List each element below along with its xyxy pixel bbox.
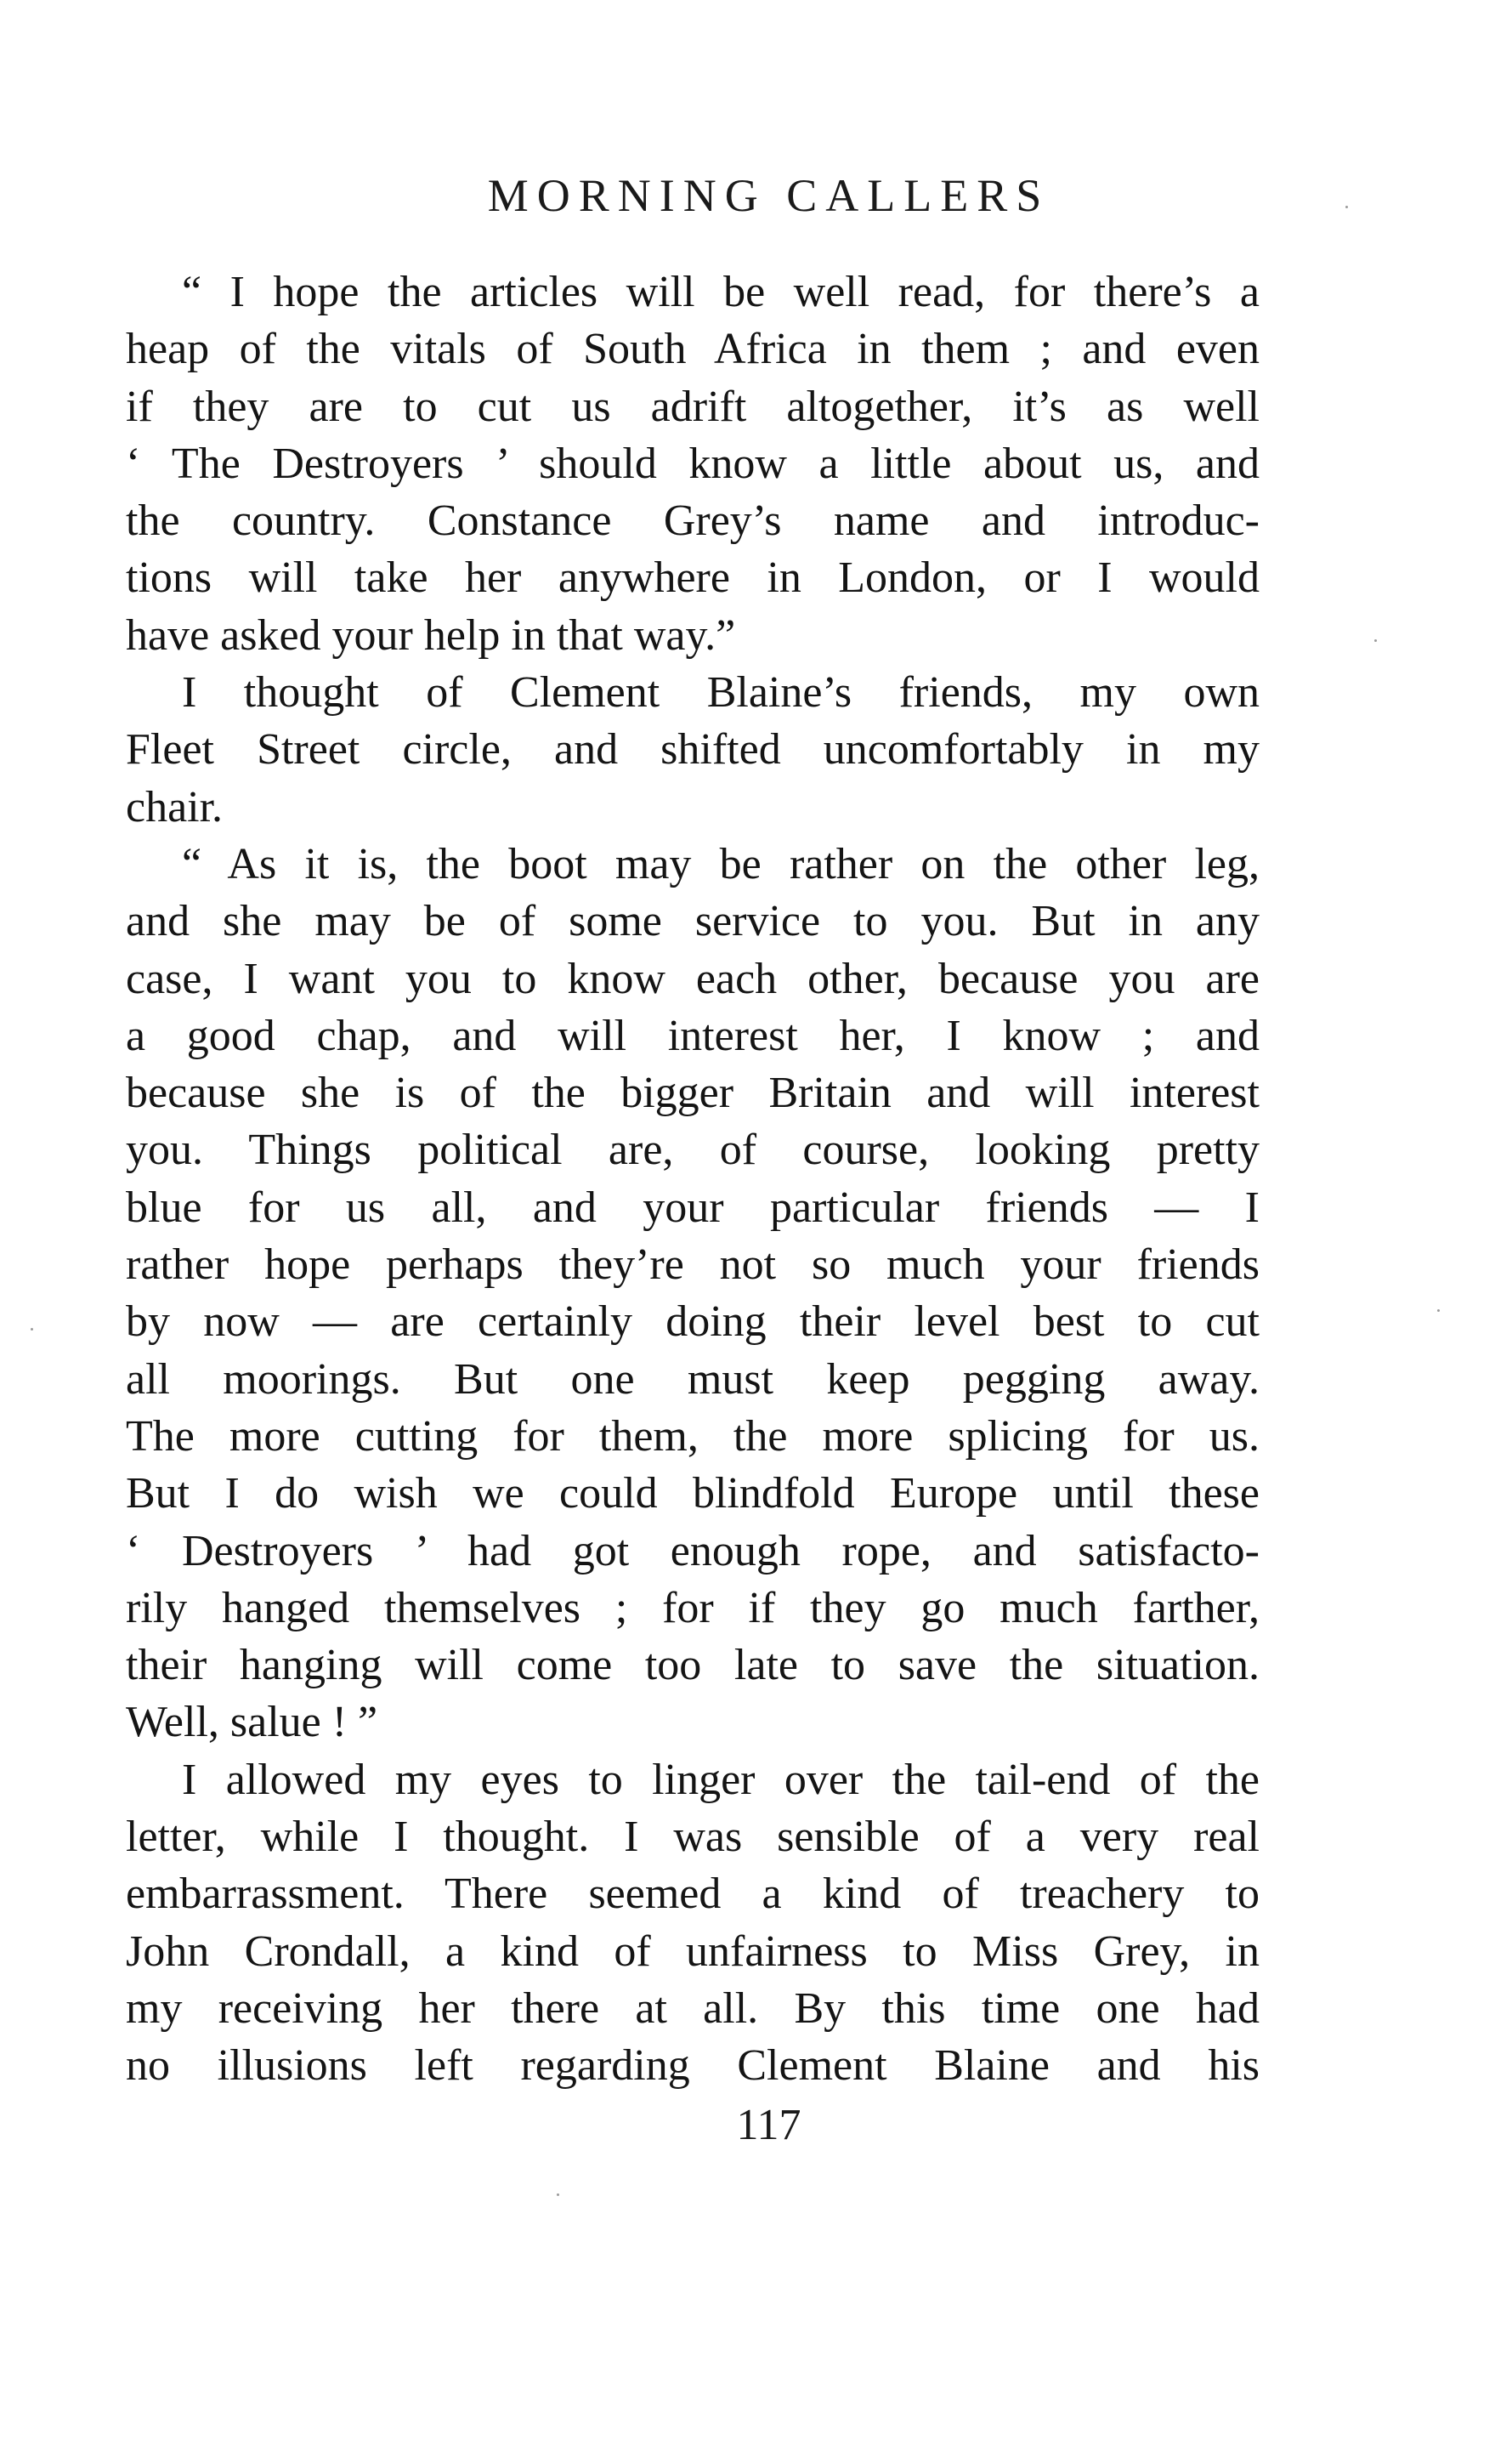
text-line: blue for us all, and your particular friends — I	[126, 1183, 1260, 1232]
body-text	[126, 264, 1260, 2095]
text-line: Fleet Street circle, and shifted uncomfortably in my	[126, 725, 1260, 775]
running-head: MORNING CALLERS	[487, 170, 1050, 221]
text-line: all moorings. But one must keep pegging away.	[126, 1354, 1260, 1404]
text-line: have asked your help in that way.”	[126, 610, 736, 660]
text-line: no illusions left regarding Clement Blaine and his	[126, 2041, 1260, 2091]
text-line: by now — are certainly doing their level best to cut	[126, 1297, 1260, 1347]
text-line: Well, salue ! ”	[126, 1698, 378, 1747]
text-line: ‘ Destroyers ’ had got enough rope, and satisfacto-	[126, 1526, 1260, 1575]
text-line: I allowed my eyes to linger over the tail-end of the	[182, 1755, 1260, 1804]
text-line: rather hope perhaps they’re not so much your friends	[126, 1240, 1260, 1290]
paper-speck	[1374, 639, 1377, 642]
text-line: tions will take her anywhere in London, or I would	[126, 553, 1260, 603]
text-line: if they are to cut us adrift altogether, it’s as well	[126, 382, 1260, 431]
text-line: But I do wish we could blindfold Europe until these	[126, 1469, 1260, 1518]
text-line: “ I hope the articles will be well read, for there’s a	[182, 268, 1260, 316]
paper-speck	[557, 2193, 559, 2196]
text-line: embarrassment. There seemed a kind of treachery to	[126, 1870, 1260, 1919]
text-line: their hanging will come too late to save the situation.	[126, 1641, 1260, 1690]
text-line: letter, while I thought. I was sensible of a very real	[126, 1813, 1260, 1862]
text-line: I thought of Clement Blaine’s friends, my own	[182, 668, 1260, 718]
text-line: rily hanged themselves ; for if they go much farther,	[126, 1583, 1260, 1632]
text-line: and she may be of some service to you. But in any	[126, 897, 1260, 946]
paper-speck	[1345, 206, 1348, 208]
text-line: you. Things political are, of course, looking pretty	[126, 1126, 1260, 1175]
text-line: my receiving her there at all. By this time one had	[126, 1983, 1260, 2033]
page-number: 117	[736, 2101, 801, 2149]
text-line: heap of the vitals of South Africa in them ; and even	[126, 325, 1260, 374]
text-line: chair.	[126, 782, 224, 831]
text-line: “ As it is, the boot may be rather on the other leg,	[182, 839, 1260, 888]
text-line: because she is of the bigger Britain and will interest	[126, 1069, 1260, 1118]
paper-speck	[31, 1328, 33, 1331]
text-line: ‘ The Destroyers ’ should know a little about us, and	[126, 439, 1260, 488]
text-line: a good chap, and will interest her, I know ; and	[126, 1011, 1260, 1060]
text-line: the country. Constance Grey’s name and introduc-	[126, 497, 1260, 546]
text-line: John Crondall, a kind of unfairness to Miss Grey, in	[126, 1926, 1260, 1976]
paper-speck	[1437, 1309, 1440, 1312]
text-line: case, I want you to know each other, because you are	[126, 954, 1260, 1003]
text-line: The more cutting for them, the more splicing for us.	[126, 1411, 1260, 1461]
